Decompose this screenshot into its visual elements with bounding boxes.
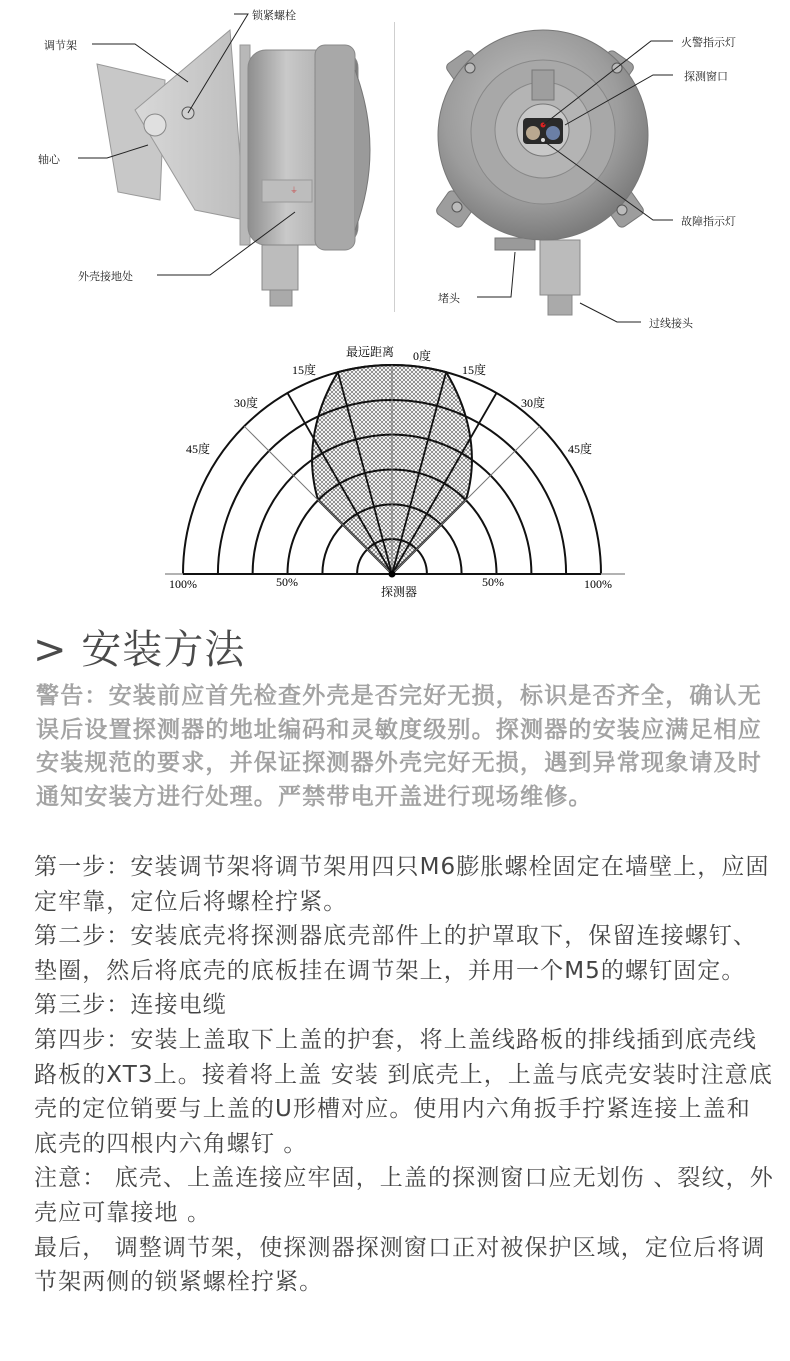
final-step: 最后， 调整调节架，使探测器探测窗口正对被保护区域，定位后将调节架两侧的锁紧螺栓拧紧。: [34, 1234, 766, 1296]
step-4: 第四步：安装上盖取下上盖的护套，将上盖线路板的排线插到底壳线路板的XT3上。接着将上盖 安装 到底壳上，上盖与底壳安装时注意底壳的定位销要与上盖的U形槽对应。使用内六角扳手拧紧连接上盖和底壳的四根内六角螺钉 。: [34, 1026, 773, 1157]
callout-fire-indicator: 火警指示灯: [681, 36, 736, 49]
angle-label-45-right: 45度: [568, 442, 593, 456]
radial-label-100-right: 100%: [584, 577, 612, 591]
angle-label-30-left: 30度: [234, 396, 259, 410]
callout-cable-entry: 过线接头: [649, 317, 693, 330]
callout-pivot-axis: 轴心: [38, 153, 60, 166]
title-label: 最远距离: [346, 345, 395, 359]
angle-label-45-left: 45度: [186, 442, 211, 456]
radial-label-50-left: 50%: [276, 575, 298, 589]
step-1: 第一步：安装调节架将调节架用四只M6膨胀螺栓固定在墙壁上，应固定牢靠，定位后将螺栓拧紧。: [34, 854, 770, 915]
callout-housing-ground: 外壳接地处: [78, 270, 133, 283]
detector-origin: [389, 571, 396, 578]
center-label: 探测器: [381, 585, 418, 599]
installation-steps: [34, 850, 774, 1300]
radial-label-100-left: 100%: [169, 577, 197, 591]
side-view-figure: [0, 0, 394, 330]
polar-chart: [160, 340, 630, 610]
callout-detection-window: 探测窗口: [684, 70, 728, 83]
warning-paragraph: 警告：安装前应首先检查外壳是否完好无损，标识是否齐全，确认无误后设置探测器的地址编码和灵敏度级别。探测器的安装应满足相应安装规范的要求，并保证探测器外壳完好无损，遇到异常现象请及时通知安装方进行处理。严禁带电开盖进行现场维修。: [36, 683, 762, 810]
note: 注意： 底壳、上盖连接应牢固，上盖的探测窗口应无划伤 、裂纹，外壳应可靠接地 。: [34, 1165, 774, 1226]
callout-lock-bolt: 锁紧螺栓: [252, 9, 296, 22]
fault-indicator-led: [541, 138, 545, 142]
blanking-plug: [495, 238, 535, 250]
step-3: 第三步：连接电缆: [34, 992, 227, 1019]
radial-label-50-right: 50%: [482, 575, 504, 589]
angle-label-15-left: 15度: [292, 363, 317, 377]
callout-fault-indicator: 故障指示灯: [681, 215, 736, 228]
detection-range-diagram: [160, 340, 630, 610]
angle-label-0: 0度: [413, 349, 432, 363]
front-view-figure: [395, 0, 790, 340]
callout-adjusting-bracket: 调节架: [44, 39, 77, 52]
front-view-illustration: [395, 0, 790, 340]
step-2: 第二步：安装底壳将探测器底壳部件上的护罩取下，保留连接螺钉、垫圈，然后将底壳的底板挂在调节架上，并用一个M5的螺钉固定。: [34, 923, 757, 984]
cable-gland: [540, 240, 580, 295]
svg-text:⏚: ⏚: [290, 186, 298, 195]
angle-label-30-right: 30度: [521, 396, 546, 410]
pivot-axis: [144, 114, 166, 136]
cable-gland: [262, 245, 298, 290]
section-title: > 安装方法: [33, 627, 246, 673]
callout-blanking-plug: 堵头: [438, 292, 460, 305]
angle-label-15-right: 15度: [462, 363, 487, 377]
